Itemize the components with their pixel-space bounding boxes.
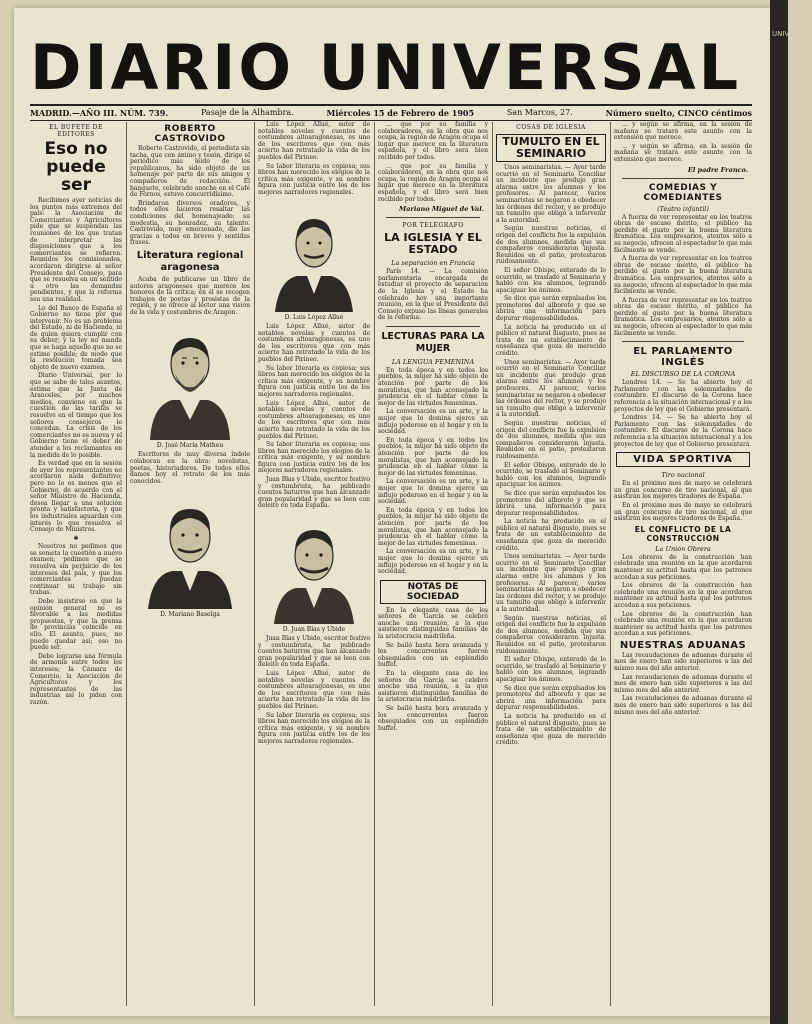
paragraph: En toda época y en todos los pueblos, la mujer ha sido objeto de atención por parte de los moralistas, que han aconsejado la prudencia en el hablar como la mejor de las virtudes femeninas. — [378, 506, 488, 547]
paragraph: En la elegante casa de los señores de García se celebró anoche una reunión, a la que asistieron distinguidas familias de la aristocracia madrileña. — [378, 670, 488, 704]
paragraph: Diario Universal, por lo que se sabe de tales asuntos, estima que la Junta de Aranceles, por muchos medios, conviene en que la cuestión de las tarifas se resuelve en el tiempo que los señores consejeros le concedan. La crisis de los comerciantes no es nueva y el Gobierno tiene el deber de atender a los reclamantes en la medida de lo posible. — [30, 372, 122, 459]
paragraph: ... y según se afirma, en la sesión de mañana se tratará este asunto con la extensión que merece. — [614, 121, 752, 142]
col4-body-2 — [378, 269, 488, 322]
paragraph: Su labor literaria es copiosa; sus libros han merecido los elogios de la crítica más exigente, y su nombre figura con justicia entre los de los mejores narradores regionales. — [258, 711, 370, 745]
paragraph: Los obreros de la construcción han celebrado una reunión en la que acordaron mantener su actitud hasta que los patronos accedan a sus peticiones. — [614, 610, 752, 638]
col4-signature: Mariano Miguel de Val. — [399, 205, 484, 214]
dateline-address2: San Marcos, 27. — [506, 108, 573, 117]
paragraph: La conversación es un arte, y la mujer que lo domina ejerce un influjo poderoso en el hogar y en la sociedad. — [378, 408, 488, 436]
col6-headline-3: EL PARLAMENTO INGLÉS — [633, 346, 733, 369]
divider — [622, 341, 744, 342]
column-6 — [614, 122, 752, 1012]
paragraph: ... que por su familia y colaboradores, en la obra que nos ocupa, la región de Aragón ocupa el lugar que merece en la literatura española, y el libro será bien recibido por todos. — [378, 121, 488, 161]
paragraph: El señor Obispo, enterado de lo ocurrido, se trasladó al Seminario y habló con los alumnos, logrando apaciguar los ánimos. — [496, 266, 606, 294]
paragraph: ... que por su familia y colaboradores, en la obra que nos ocupa, la región de Aragón ocupa el lugar que merece en la literatura española, y el libro será bien recibido por todos. — [378, 162, 488, 203]
paragraph: Acaba de publicarse un libro de autores aragoneses que merece los honores de la crítica; en él se recogen trabajos de poetas y prosistas de la región, y se ofrece al lector una visión de la vida y costumbres de Aragón. — [130, 275, 250, 316]
paragraph: Luis López Allué, autor de notables novelas y cuentos de costumbres altoaragonesas, es uno de los escritores que con más acierto han retratado la vida de los pueblos del Pirineo. — [258, 670, 370, 710]
col6-headline-5: EL CONFLICTO DE LA CONSTRUCCIÓN — [634, 524, 732, 543]
paragraph: Luis López Allué, autor de notables novelas y cuentos de costumbres altoaragonesas, es uno de los escritores que con más acierto han retratado la vida de los pueblos del Pirineo. — [258, 399, 370, 440]
col5-kicker: COSAS DE IGLESIA — [516, 124, 586, 131]
portrait-caption: D. Juan Blas y Ubide — [282, 626, 346, 634]
column-rule — [492, 122, 493, 1006]
paragraph: La conversación es un arte, y la mujer que lo domina ejerce un influjo poderoso en el hogar y en la sociedad. — [378, 548, 488, 576]
column-rule — [254, 122, 255, 1006]
col1-headline: Eso no puede ser — [44, 139, 108, 195]
dateline — [30, 104, 752, 121]
column-2 — [130, 122, 250, 1012]
divider — [386, 217, 480, 218]
col4-body-4 — [378, 608, 488, 733]
paragraph: Se dice que serán expulsados los promotores del alboroto y que se abrirá una información para depurar responsabilidades. — [496, 489, 606, 517]
paragraph: Debe lograrse una fórmula de armonía entre todos los intereses; la Cámara de Comercio, la Asociación de Agricultores y los representantes de las industrias así lo piden con razón. — [30, 652, 122, 706]
paragraph: Debe insistirse en que la opinión general no es favorable a las medidas propuestas, y que la prensa de provincias coincide en ello. El asunto, pues, no puede quedar así; eso no puede ser. — [30, 598, 122, 652]
portrait-caption: D. José María Matheu — [156, 442, 224, 450]
paragraph: En el próximo mes de mayo se celebrará un gran concurso de tiro nacional, al que asistirán los mejores tiradores de España. — [614, 501, 752, 523]
paragraph: Londres 14. — Se ha abierto hoy el Parlamento con las solemnidades de costumbre. El discurso de la Corona hace referencia a la situación internacional y a los proyectos de ley que el Gobierno presentará. — [614, 414, 752, 448]
paragraph: Las recaudaciones de aduanas durante el mes de enero han sido superiores a las del mismo mes del año anterior. — [614, 651, 752, 673]
paragraph: Nosotros no pedimos que se someta la cuestión a nuevo examen; pedimos que se resuelva sin perjuicio de los intereses del país, y que los comerciantes puedan continuar su trabajo sin trabas. — [30, 543, 122, 597]
paragraph: En toda época y en todos los pueblos, la mujer ha sido objeto de atención por parte de los moralistas, que han aconsejado la prudencia en el hablar como la mejor de las virtudes femeninas. — [378, 366, 488, 407]
paragraph: Londres 14. — Se ha abierto hoy el Parlamento con las solemnidades de costumbre. El discurso de la Corona hace referencia a la situación internacional y a los proyectos de ley que el Gobierno presentará. — [614, 379, 752, 413]
paragraph: La noticia ha producido en el público el natural disgusto, pues se trata de un establecimiento de enseñanza que goza de merecido crédito. — [496, 518, 606, 552]
portrait-blas-image — [266, 514, 362, 624]
paragraph: Lo del Banco de España el Gobierno no tiene por qué intervenir. No es un problema del Estado, ni de Hacienda, ni de quien quiera cumplir con su deber; y la ley no manda que se haga aquello que no se estime posible; de modo que la resolución tomada sea objeto de nuevo examen. — [30, 304, 122, 371]
column-rule — [374, 122, 375, 1006]
col2-body-2 — [130, 277, 250, 317]
dateline-address1: Pasaje de la Alhambra. — [200, 108, 294, 117]
paragraph: El señor Obispo, enterado de lo ocurrido, se trasladó al Seminario y habló con los alumnos, logrando apaciguar los ánimos. — [496, 656, 606, 683]
paragraph: Juan Blas y Ubide, escritor festivo y costumbrista, ha publicado cuentos baturros que han alcanzado gran popularidad y que se leen con deleite en toda España. — [258, 476, 370, 510]
newspaper-page — [14, 8, 770, 1016]
col4-sub-3: LA LENGUA FEMENINA — [391, 357, 475, 366]
paragraph: En el próximo mes de mayo se celebrará un gran concurso de tiro nacional, al que asistirán los mejores tiradores de España. — [614, 480, 752, 501]
paragraph: A fuerza de ver representar en los teatros obras de escaso mérito, el público ha perdido el gusto por la buena literatura dramática. Los empresarios, atentos sólo a su negocio, ofrecen al espectador lo que más fácilmente se vende. — [614, 213, 752, 254]
col2-body-1 — [130, 146, 250, 247]
paragraph: Los obreros de la construcción han celebrado una reunión en la que acordaron mantener su actitud hasta que los patronos accedan a sus peticiones. — [614, 582, 752, 609]
column-5 — [496, 122, 606, 1012]
col6-body-5 — [614, 555, 752, 638]
paragraph: Según nuestras noticias, el origen del conflicto fue la expulsión de dos alumnos, medida que sus compañeros consideraron injusta. Reunidos en el patio, protestaron ruidosamente. — [496, 225, 606, 266]
dateline-issue: MADRID.—AÑO III. NÚM. 739. — [30, 108, 169, 118]
col6-headline-2: COMEDIAS Y COMEDIANTES — [643, 182, 723, 203]
dateline-date: Miércoles 15 de Febrero de 1905 — [326, 108, 475, 118]
col6-headline-4: VIDA SPORTIVA — [616, 452, 750, 467]
col6-body-1 — [614, 122, 752, 164]
col4-headline-3: LECTURAS PARA LA MUJER — [381, 330, 485, 354]
column-rule — [126, 122, 127, 1006]
paragraph: Se dice que serán expulsados los promotores del alboroto y que se abrirá una información para depurar responsabilidades. — [496, 295, 606, 323]
portrait-baselga-image — [142, 489, 238, 609]
adjacent-page-edge — [770, 0, 812, 1024]
paragraph: Recibimos ayer noticias de los puntos más extremos del país: la Asociación de Comerciantes y Agricultores pide que se suspendan las reuniones de los que tratan de interpretar las disposiciones que a los comerciantes se refieren. Reunidos los comisionados, acordaron dirigirse al señor Presidente del Consejo, para que se resuelva en un sentido u otro las demandas pendientes, y que la reforma sea una realidad. — [30, 197, 122, 303]
paragraph: En toda época y en todos los pueblos, la mujer ha sido objeto de atención por parte de los moralistas, que han aconsejado la prudencia en el hablar como la mejor de las virtudes femeninas. — [378, 436, 488, 477]
column-rule — [610, 122, 611, 1006]
col6-sub-4: Tiro nacional — [661, 471, 705, 480]
column-3 — [258, 122, 370, 1012]
paragraph: Su labor literaria es copiosa; sus libros han merecido los elogios de la crítica más exigente, y su nombre figura con justicia entre los de los mejores narradores regionales. — [258, 364, 370, 398]
paragraph: Es verdad que en la sesión de ayer los representantes no acordaron nada definitivo; pero no lo es menos que el Gobierno, de acuerdo con el señor Ministro de Hacienda, desea llegar a una solución pronta y satisfactoria, y que los industriales aguardan con interés lo que resuelva el Consejo de Ministros. — [30, 460, 122, 534]
paragraph: Su labor literaria es copiosa; sus libros han merecido los elogios de la crítica más exigente, y su nombre figura con justicia entre los de los mejores narradores regionales. — [258, 162, 370, 196]
col6-signature: El padre Franco. — [687, 165, 748, 174]
col2-headline: ROBERTO CASTROVIDO — [154, 124, 226, 144]
paragraph: Juan Blas y Ubide, escritor festivo y costumbrista, ha publicado cuentos baturros que han alcanzado gran popularidad y que se leen con deleite en toda España. — [258, 635, 370, 669]
paragraph: En la elegante casa de los señores de García se celebró anoche una reunión, a la que asistieron distinguidas familias de la aristocracia madrileña. — [378, 606, 488, 641]
paragraph: La noticia ha producido en el público el natural disgusto, pues se trata de un establecimiento de enseñanza que goza de merecido crédito. — [496, 323, 606, 358]
col6-body-2 — [614, 215, 752, 338]
portrait-caption: D. Mariano Baselga — [160, 611, 220, 619]
paragraph: Según nuestras noticias, el origen del conflicto fue la expulsión de dos alumnos, medida que sus compañeros consideraron injusta. Reunidos en el patio, protestaron ruidosamente. — [496, 419, 606, 460]
paragraph: París 14. — La comisión parlamentaria encargada de estudiar el proyecto de separación de la Iglesia y el Estado ha celebrado hoy una importante reunión, en la que el Presidente del Consejo expuso las líneas generales de la reforma. — [378, 268, 488, 322]
paragraph: ... y según se afirma, en la sesión de mañana se tratará este asunto con la extensión que merece. — [614, 142, 752, 163]
col4-sub-2: La separación en Francia — [391, 259, 475, 268]
col3-lead — [258, 122, 370, 198]
col6-body-4 — [614, 481, 752, 523]
col4-kicker: POR TELÉGRAFO — [402, 222, 464, 230]
paragraph: Las recaudaciones de aduanas durante el mes de enero han sido superiores a las del mismo mes del año anterior. — [614, 673, 752, 694]
edge-text: UNIVERSAL — [772, 30, 812, 38]
col6-body-3 — [614, 380, 752, 448]
paragraph: Los obreros de la construcción han celebrado una reunión en la que acordaron mantener su actitud hasta que los patronos accedan a sus peticiones. — [614, 553, 752, 581]
dateline-price: Número suelto, CINCO céntimos — [605, 108, 752, 118]
col1-body — [30, 198, 122, 707]
paragraph: Luis López Allué, autor de notables novelas y cuentos de costumbres altoaragonesas, es uno de los escritores que con más acierto han retratado la vida de los pueblos del Pirineo. — [258, 323, 370, 363]
paragraph: La noticia ha producido en el público el natural disgusto, pues se trata de un establecimiento de enseñanza que goza de merecido crédito. — [496, 712, 606, 747]
col1-kicker: EL BUFETE DE EDITORES — [49, 124, 103, 138]
paragraph: Escritores de muy diversa índole colaboran en la obra: novelistas, poetas, historiadores. De todos ellos damos hoy el retrato de los más conocidos. — [130, 451, 250, 485]
separator-star: ✱ — [73, 534, 79, 542]
col3-body — [258, 324, 370, 510]
divider — [622, 178, 744, 179]
paragraph: Brindaron diversos oradores, y todos ellos hicieron resaltar las condiciones del homenajeado: su modestia, su honradez, su talento. Castrovido, muy emocionado, dio las gracias a todos en breves y sentidas frases. — [130, 199, 250, 247]
col6-sub-2: (Teatro infantil) — [657, 204, 709, 213]
paragraph: Se bailó hasta hora avanzada y los concurrentes fueron obsequiados con un espléndido buffet. — [378, 641, 488, 669]
col4-headline-2: LA IGLESIA Y EL ESTADO — [384, 231, 482, 257]
paragraph: El señor Obispo, enterado de lo ocurrido, se trasladó al Seminario y habló con los alumnos, logrando apaciguar los ánimos. — [496, 461, 606, 489]
paragraph: A fuerza de ver representar en los teatros obras de escaso mérito, el público ha perdido el gusto por la buena literatura dramática. Los empresarios, atentos sólo a su negocio, ofrecen al espectador lo que más fácilmente se vende. — [614, 255, 752, 296]
col6-sub-5: La Unión Obrera — [655, 544, 711, 553]
col4-body-3 — [378, 368, 488, 576]
paragraph: Su labor literaria es copiosa; sus libros han merecido los elogios de la crítica más exigente, y su nombre figura con justicia entre los de los mejores narradores regionales. — [258, 441, 370, 475]
paragraph: A fuerza de ver representar en los teatros obras de escaso mérito, el público ha perdido el gusto por la buena literatura dramática. Los empresarios, atentos sólo a su negocio, ofrecen al espectador lo que más fácilmente se vende. — [614, 296, 752, 337]
portrait-allue-image — [269, 202, 359, 312]
col5-body — [496, 165, 606, 747]
paragraph: La conversación es un arte, y la mujer que lo domina ejerce un influjo poderoso en el hogar y en la sociedad. — [378, 478, 488, 506]
col5-headline: TUMULTO EN EL SEMINARIO — [496, 134, 606, 162]
paragraph: Se dice que serán expulsados los promotores del alboroto y que se abrirá una información para depurar responsabilidades. — [496, 684, 606, 712]
col6-sub-3: EL DISCURSO DE LA CORONA — [630, 370, 736, 379]
col6-body-6 — [614, 653, 752, 716]
col2-headline-2: Literatura regional aragonesa — [136, 249, 244, 273]
col3-body-2 — [258, 636, 370, 746]
paragraph: Roberto Castrovido, el periodista sin tacha, que con ánimo y tesón, dirige el periódico más leído de los republicanos, ha sido objeto de un homenaje por parte de sus amigos y compañeros de redacción. El banquete, celebrado anoche en el Café de Fornos, estuvo concurridísimo. — [130, 145, 250, 199]
col4-headline-4: NOTAS DE SOCIEDAD — [380, 580, 486, 604]
paragraph: Se bailó hasta hora avanzada y los concurrentes fueron obsequiados con un espléndido buffet. — [378, 705, 488, 732]
portrait-matheu-image — [142, 320, 238, 440]
divider — [386, 326, 480, 327]
paragraph: Según nuestras noticias, el origen del conflicto fue la expulsión de dos alumnos, medida que sus compañeros consideraron injusta. Reunidos en el patio, protestaron ruidosamente. — [496, 614, 606, 655]
col4-body-1 — [378, 122, 488, 203]
column-1 — [30, 122, 122, 1012]
col6-headline-6: NUESTRAS ADUANAS — [619, 639, 747, 651]
paragraph: Las recaudaciones de aduanas durante el mes de enero han sido superiores a las del mismo mes del año anterior. — [614, 695, 752, 716]
paragraph: Unos seminaristas. — Ayer tarde ocurrió en el Seminario Conciliar un incidente que produjo gran alarma entre los alumnos y los profesores. Al parecer, varios seminaristas se negaron a obedecer las órdenes del rector, y se produjo un tumulto que obligó a intervenir a la autoridad. — [496, 164, 606, 224]
masthead-title: DIARIO UNIVERSAL — [30, 31, 742, 104]
portrait-caption: D. Luis López Allué — [284, 314, 344, 321]
column-4 — [378, 122, 488, 1012]
col2-body-3 — [130, 452, 250, 485]
paragraph: Unos seminaristas. — Ayer tarde ocurrió en el Seminario Conciliar un incidente que produjo gran alarma entre los alumnos y los profesores. Al parecer, varios seminaristas se negaron a obedecer las órdenes del rector, y se produjo un tumulto que obligó a intervenir a la autoridad. — [496, 358, 606, 419]
paragraph: Unos seminaristas. — Ayer tarde ocurrió en el Seminario Conciliar un incidente que produjo gran alarma entre los alumnos y los profesores. Al parecer, varios seminaristas se negaron a obedecer las órdenes del rector, y se produjo un tumulto que obligó a intervenir a la autoridad. — [496, 553, 606, 613]
paragraph: Luis López Allué, autor de notables novelas y cuentos de costumbres altoaragonesas, es uno de los escritores que con más acierto han retratado la vida de los pueblos del Pirineo. — [258, 121, 370, 161]
